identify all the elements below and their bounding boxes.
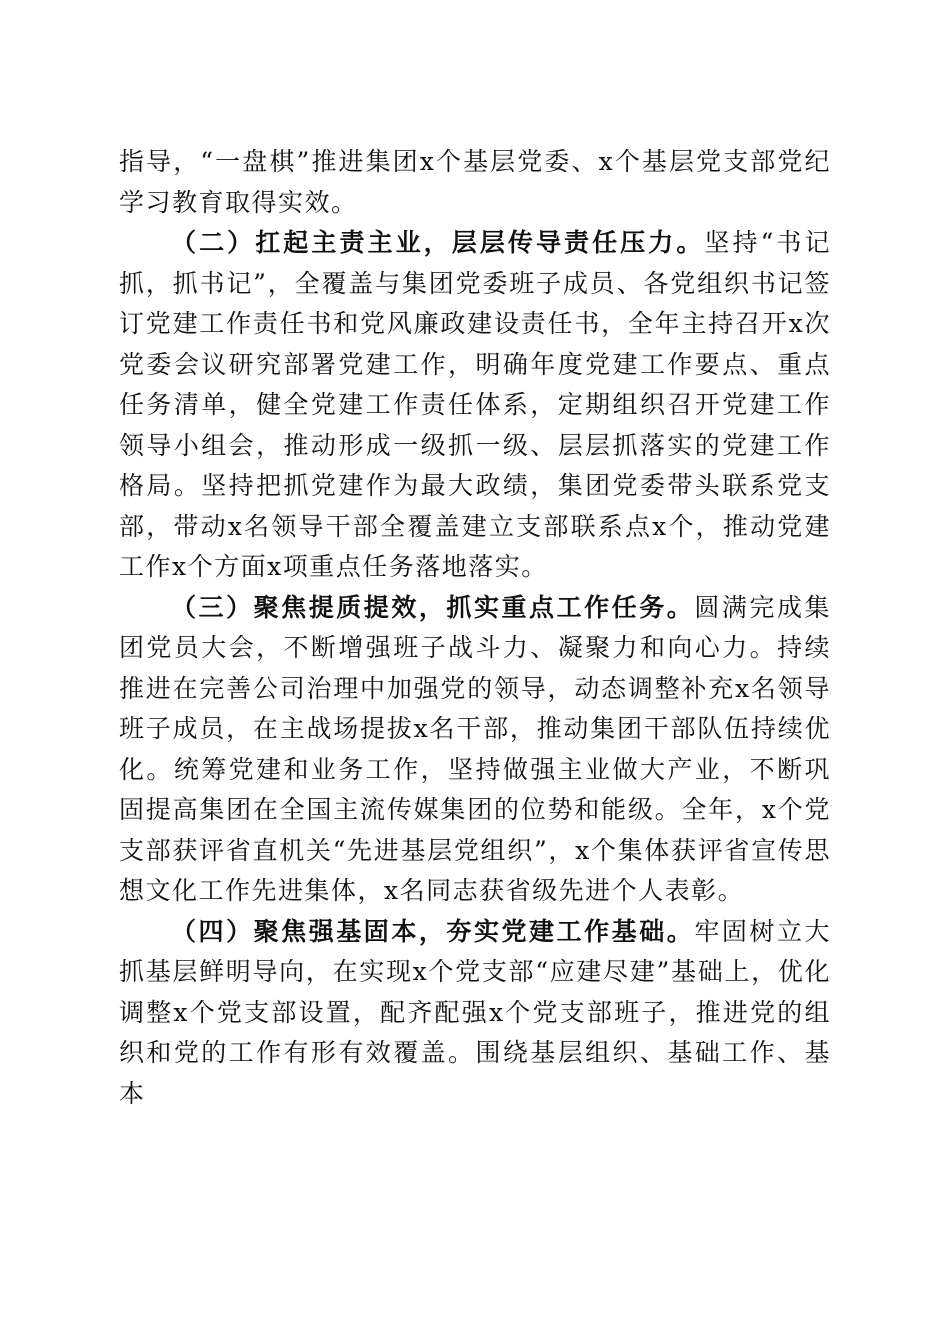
paragraph-continuation [119,142,831,223]
paragraph-body: 牢固树立大抓基层鲜明导向，在实现x个党支部“应建尽建”基础上，优化调整x个党支部设置，配齐配强x个党支部班子，推进党的组织和党的工作有形有效覆盖。围绕基层组织、基础工作、基本 [119,916,831,1108]
section-heading: （三）聚焦提质提效，抓实重点工作任务。 [171,592,695,622]
paragraph-section-3 [119,588,831,912]
document-body [119,142,831,1114]
paragraph-body: 坚持“书记抓，抓书记”，全覆盖与集团党委班子成员、各党组织书记签订党建工作责任书和党风廉政建设责任书，全年主持召开x次党委会议研究部署党建工作，明确年度党建工作要点、重点任务清单，健全党建工作责任体系，定期组织召开党建工作领导小组会，推动形成一级抓一级、层层抓落实的党建工作格局。坚持把抓党建作为最大政绩，集团党委带头联系党支部，带动x名领导干部全覆盖建立支部联系点x个，推动党建工作x个方面x项重点任务落地落实。 [119,228,831,581]
paragraph-section-2 [119,223,831,588]
paragraph-body: 圆满完成集团党员大会，不断增强班子战斗力、凝聚力和向心力。持续推进在完善公司治理中加强党的领导，动态调整补充x名领导班子成员，在主战场提拔x名干部，推动集团干部队伍持续优化。统筹党建和业务工作，坚持做强主业做大产业，不断巩固提高集团在全国主流传媒集团的位势和能级。全年，x个党支部获评省直机关“先进基层党组织”，x个集体获评省宣传思想文化工作先进集体，x名同志获省级先进个人表彰。 [119,592,831,905]
paragraph-body: 指导，“一盘棋”推进集团x个基层党委、x个基层党支部党纪学习教育取得实效。 [119,147,831,217]
paragraph-section-4 [119,912,831,1115]
section-heading: （四）聚焦强基固本，夯实党建工作基础。 [171,916,695,946]
section-heading: （二）扛起主责主业，层层传导责任压力。 [171,228,705,257]
